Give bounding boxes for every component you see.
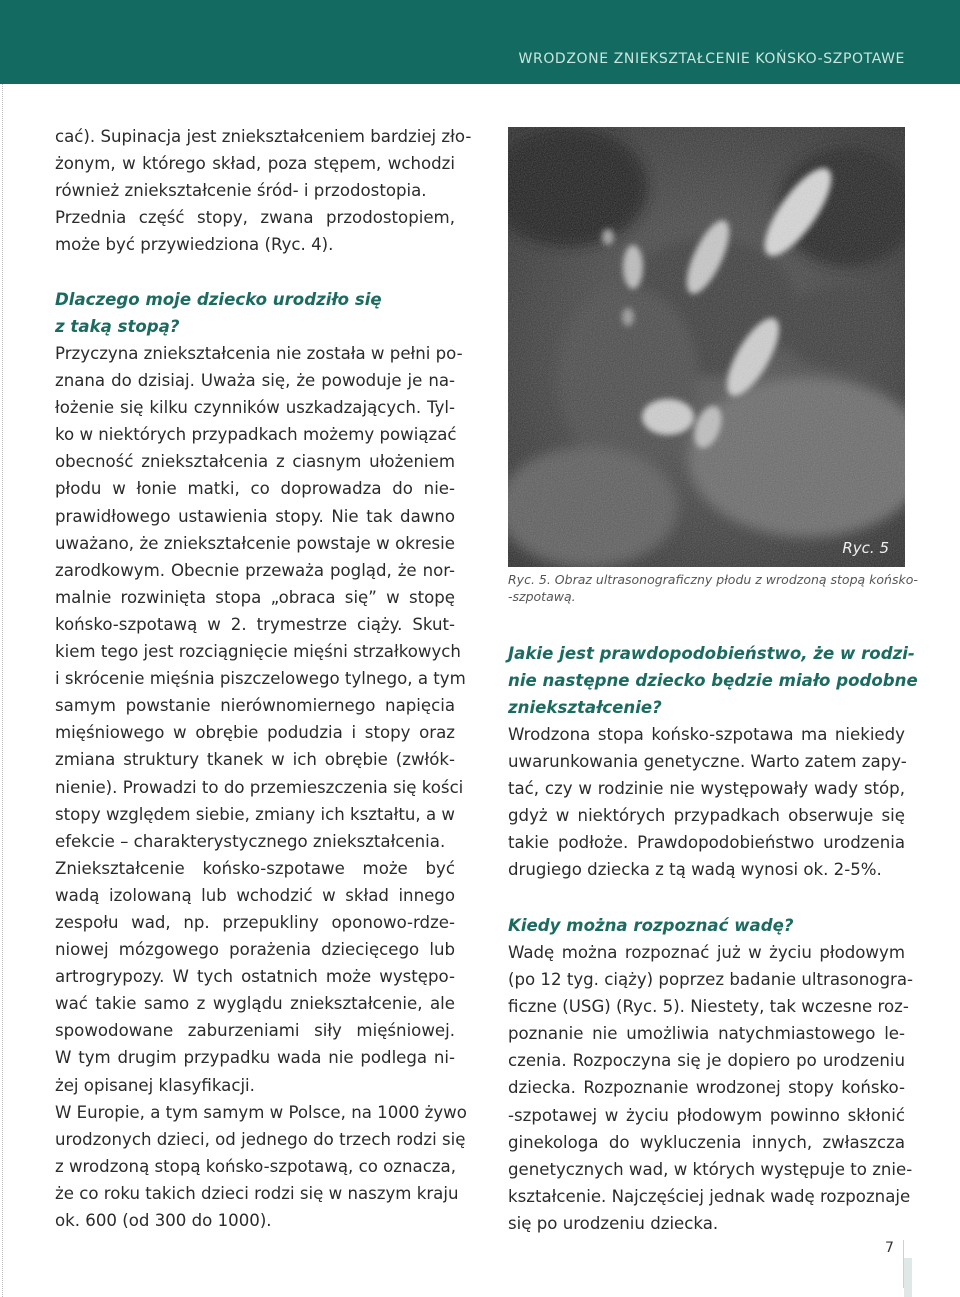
text-line: samym powstanie nierównomiernego napięcia: [55, 696, 455, 716]
heading-line: z taką stopą?: [55, 317, 180, 337]
text-line: artrogrypozy. W tych ostatnich może występo-: [55, 967, 455, 987]
text-line: że co roku takich dzieci rodzi się w naszym kraju: [55, 1183, 459, 1203]
text-line: zarodkowym. Obecnie przeważa pogląd, że nor-: [55, 560, 455, 580]
text-line: się po urodzeniu dziecka.: [508, 1213, 719, 1233]
text-line: uważano, że zniekształcenie powstaje w okresie: [55, 533, 455, 553]
heading-line: Jakie jest prawdopodobieństwo, że w rodzi-: [508, 644, 915, 663]
text-line: i skrócenie mięśnia piszczelowego tylnego, a tym: [55, 669, 466, 689]
ultrasound-picture: [508, 127, 905, 567]
caption-line: Ryc. 5. Obraz ultrasonograficzny płodu z wrodzoną stopą końsko-: [508, 572, 918, 587]
text-line: kiem tego jest rozciągnięcie mięśni strzałkowych: [55, 642, 461, 662]
section-heading: [508, 912, 905, 939]
text-line: zmiana struktury tkanek w ich obrębie (zwłók-: [55, 750, 455, 770]
text-line: płodu w łonie matki, co doprowadza do nie-: [55, 479, 455, 499]
text-line: Przednia część stopy, zwana przodostopiem,: [55, 208, 455, 228]
text-line: niowej mózgowego porażenia dziecięcego lub: [55, 940, 455, 960]
intro-paragraph: [55, 123, 472, 258]
text-line: W tym drugim przypadku wada nie podlega ni-: [55, 1048, 455, 1068]
body-text: [508, 939, 913, 1237]
text-line: nienie). Prowadzi to do przemieszczenia się kości: [55, 777, 464, 797]
figure-caption: [508, 571, 918, 605]
text-line: efekcie – charakterystycznego zniekształcenia.: [55, 831, 446, 851]
page-number: 7: [885, 1240, 894, 1256]
caption-line: -szpotawą.: [508, 589, 576, 604]
text-line: genetycznych wad, w których występuje to znie-: [508, 1159, 913, 1179]
page-edge-bar: [904, 1258, 912, 1297]
heading-line: nie następne dziecko będzie miało podobne: [508, 671, 918, 691]
text-line: prawidłowego ustawienia stopy. Nie tak dawno: [55, 506, 455, 526]
page-edge-guide: [2, 84, 3, 1297]
text-line: gdyż w niektórych przypadkach obserwuje się: [508, 806, 905, 826]
text-line: wać takie samo z wyglądu zniekształcenie, ale: [55, 994, 455, 1014]
text-line: stopy względem siebie, zmiany ich kształtu, a w: [55, 804, 455, 824]
section-heading: [55, 286, 455, 340]
text-line: tać, czy w rodzinie nie występowały wady stóp,: [508, 779, 905, 799]
heading-line: zniekształcenie?: [508, 698, 662, 718]
text-line: drugiego dziecka z tą wadą wynosi ok. 2-5%.: [508, 860, 882, 880]
body-text: [508, 721, 905, 884]
heading-line: Dlaczego moje dziecko urodziło się: [55, 290, 382, 309]
text-line: Zniekształcenie końsko-szpotawe może być: [55, 858, 455, 878]
text-line: ginekologa do wykluczenia innych, zwłaszcza: [508, 1132, 905, 1152]
text-line: mięśniowego w obrębie podudzia i stopy oraz: [55, 723, 455, 743]
text-line: czenia. Rozpoczyna się je dopiero po urodzeniu: [508, 1051, 905, 1071]
ultrasound-image: [508, 127, 905, 567]
section-heading: [508, 640, 918, 721]
text-line: żej opisanej klasyfikacji.: [55, 1075, 255, 1095]
text-line: dziecka. Rozpoznanie wrodzonej stopy końsko-: [508, 1078, 905, 1098]
text-line: znana do dzisiaj. Uważa się, że powoduje je na-: [55, 371, 455, 391]
text-line: ko w niektórych przypadkach możemy powiązać: [55, 425, 457, 445]
text-line: obecność zniekształcenia z ciasnym ułożeniem: [55, 452, 455, 472]
text-line: takie podłoże. Prawdopodobieństwo urodzenia: [508, 833, 905, 853]
text-line: Przyczyna zniekształcenia nie została w pełni po-: [55, 344, 463, 363]
text-line: kształcenie. Najczęściej jednak wadę rozpoznaje: [508, 1186, 911, 1206]
text-line: (po 12 tyg. ciąży) poprzez badanie ultrasonogra-: [508, 970, 913, 990]
figure-label: Ryc. 5: [842, 539, 889, 557]
running-title: WRODZONE ZNIEKSZTAŁCENIE KOŃSKO-SZPOTAWE: [518, 51, 905, 67]
text-line: W Europie, a tym samym w Polsce, na 1000 żywo: [55, 1102, 467, 1122]
text-line: żonym, w którego skład, poza stępem, wchodzi: [55, 154, 455, 174]
text-line: z wrodzoną stopą końsko-szpotawą, co oznacza,: [55, 1156, 456, 1176]
text-line: Wadę można rozpoznać już w życiu płodowym: [508, 943, 905, 962]
text-line: urodzonych dzieci, od jednego do trzech rodzi się: [55, 1129, 466, 1149]
text-line: malnie rozwinięta stopa „obraca się” w stopę: [55, 587, 455, 607]
page-header: [0, 0, 960, 84]
text-line: poznanie nie umożliwia natychmiastowego le-: [508, 1024, 905, 1044]
heading-line: Kiedy można rozpoznać wadę?: [508, 916, 794, 935]
text-line: końsko-szpotawą w 2. trymestrze ciąży. Skut-: [55, 614, 455, 634]
text-line: zespołu wad, np. przepukliny oponowo-rdze-: [55, 912, 455, 932]
text-line: ficzne (USG) (Ryc. 5). Niestety, tak wczesne roz-: [508, 997, 909, 1017]
text-line: może być przywiedziona (Ryc. 4).: [55, 235, 334, 255]
text-line: ok. 600 (od 300 do 1000).: [55, 1211, 272, 1230]
text-line: łożenie się kilku czynników uszkadzających. Tyl-: [55, 398, 455, 418]
text-line: również zniekształcenie śród- i przodostopia.: [55, 181, 427, 201]
text-line: wadą izolowaną lub wchodzić w skład innego: [55, 885, 455, 905]
text-line: cać). Supinacja jest zniekształceniem bardziej zło-: [55, 127, 472, 146]
text-line: spowodowane zaburzeniami siły mięśniowej.: [55, 1021, 455, 1041]
text-line: Wrodzona stopa końsko-szpotawa ma niekiedy: [508, 725, 905, 744]
body-text: [55, 340, 467, 1234]
text-line: uwarunkowania genetyczne. Warto zatem zapy-: [508, 752, 907, 772]
text-line: -szpotawej w życiu płodowym powinno skłonić: [508, 1105, 905, 1125]
